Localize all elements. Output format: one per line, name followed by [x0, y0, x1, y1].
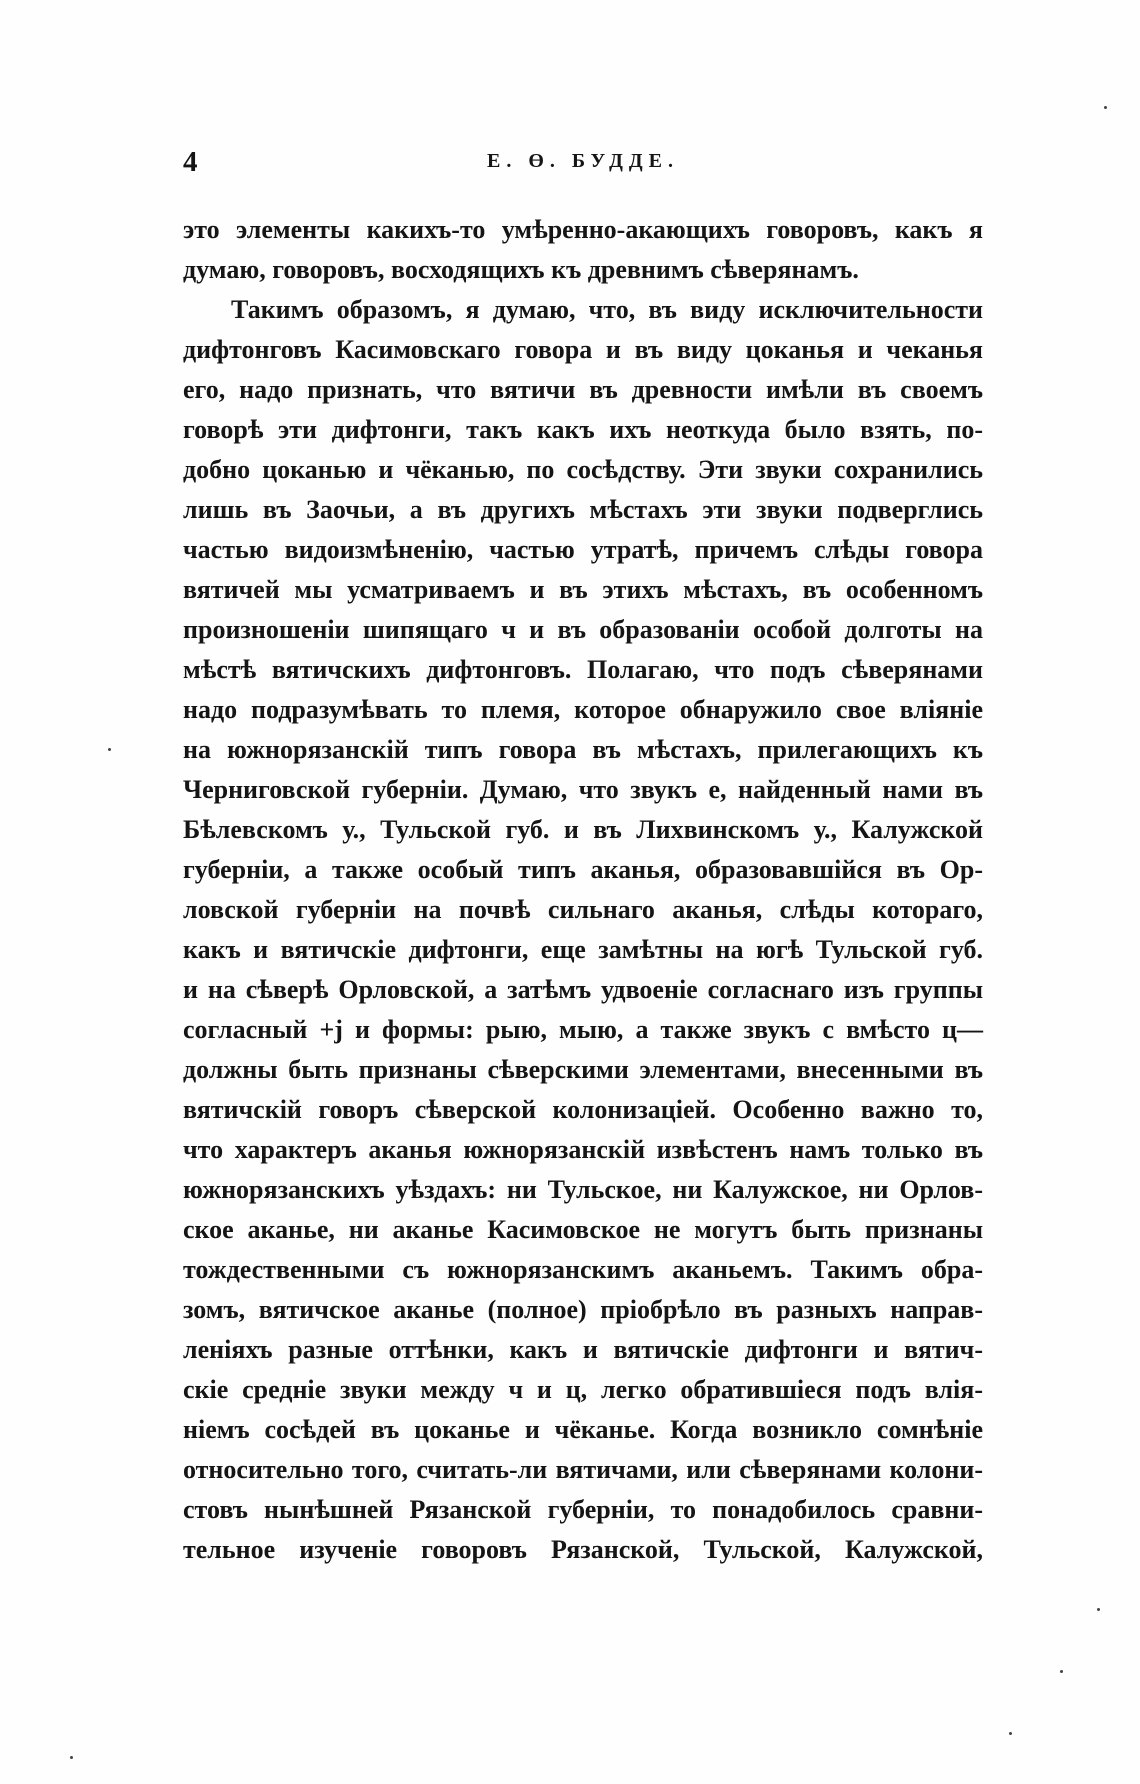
text-line: дифтонговъ Касимовскаго говора и въ виду цоканья и чеканья — [183, 335, 983, 364]
text-line: Бѣлевскомъ у., Тульской губ. и въ Лихвинскомъ у., Калужской — [183, 815, 983, 844]
scan-speck — [1097, 1608, 1100, 1611]
text-line: что характеръ аканья южнорязанскій извѣстенъ намъ только въ — [183, 1135, 983, 1164]
text-line: произношеніи шипящаго ч и въ образованіи особой долготы на — [183, 615, 983, 644]
text-line: вятичей мы усматриваемъ и въ этихъ мѣстахъ, въ особенномъ — [183, 575, 983, 604]
text-line: тождественными съ южнорязанскимъ аканьемъ. Такимъ обра- — [183, 1255, 983, 1284]
text-line: вятичскій говоръ сѣверской колонизаціей. Особенно важно то, — [183, 1095, 983, 1124]
page-number: 4 — [183, 146, 198, 178]
text-line: мѣстѣ вятичскихъ дифтонговъ. Полагаю, что подъ сѣверянами — [183, 655, 983, 684]
text-line: должны быть признаны сѣверскими элементами, внесенными въ — [183, 1055, 983, 1084]
scan-speck — [108, 748, 111, 751]
text-line: южнорязанскихъ уѣздахъ: ни Тульское, ни Калужское, ни Орлов- — [183, 1175, 983, 1204]
text-line: надо подразумѣвать то племя, которое обнаружило свое вліяніе — [183, 695, 983, 724]
text-line: думаю, говоровъ, восходящихъ къ древнимъ сѣверянамъ. — [183, 255, 859, 284]
scan-speck — [1060, 1670, 1063, 1673]
text-line: говорѣ эти дифтонги, такъ какъ ихъ неоткуда было взять, по- — [183, 415, 983, 444]
text-line: ловской губерніи на почвѣ сильнаго аканья, слѣды котораго, — [183, 895, 983, 924]
text-line: губерніи, а также особый типъ аканья, образовавшійся въ Ор- — [183, 855, 983, 884]
text-line: какъ и вятичскіе дифтонги, еще замѣтны на югѣ Тульской губ. — [183, 935, 983, 964]
text-line: ское аканье, ни аканье Касимовское не могутъ быть признаны — [183, 1215, 983, 1244]
scan-speck — [70, 1756, 73, 1759]
text-line: Такимъ образомъ, я думаю, что, въ виду исключительности — [231, 295, 983, 324]
scan-speck — [1104, 106, 1107, 109]
text-line: его, надо признать, что вятичи въ древности имѣли въ своемъ — [183, 375, 983, 404]
text-line: лишь въ Заочьи, а въ другихъ мѣстахъ эти звуки подверглись — [183, 495, 983, 524]
text-line: скіе средніе звуки между ч и ц, легко обратившіеся подъ влія- — [183, 1375, 983, 1404]
text-line: согласный +j и формы: рыю, мыю, а также звукъ с вмѣсто ц— — [183, 1015, 983, 1044]
text-line: тельное изученіе говоровъ Рязанской, Тульской, Калужской, — [183, 1535, 983, 1564]
text-line: зомъ, вятичское аканье (полное) пріобрѣло въ разныхъ направ- — [183, 1295, 983, 1324]
text-line: и на сѣверѣ Орловской, а затѣмъ удвоеніе согласнаго изъ группы — [183, 975, 983, 1004]
text-line: это элементы какихъ-то умѣренно-акающихъ говоровъ, какъ я — [183, 215, 983, 244]
text-line: леніяхъ разные оттѣнки, какъ и вятичскіе дифтонги и вятич- — [183, 1335, 983, 1364]
text-line: добно цоканью и чёканью, по сосѣдству. Эти звуки сохранились — [183, 455, 983, 484]
text-line: относительно того, считать-ли вятичами, или сѣверянами колони- — [183, 1455, 983, 1484]
scan-speck — [1009, 1732, 1012, 1735]
body-text — [183, 210, 983, 1570]
text-line: стовъ нынѣшней Рязанской губерніи, то понадобилось сравни- — [183, 1495, 983, 1524]
page-header — [183, 146, 983, 186]
running-head: Е. Ө. БУДДЕ. — [487, 150, 679, 172]
text-line: на южнорязанскій типъ говора въ мѣстахъ, прилегающихъ къ — [183, 735, 983, 764]
text-line: Черниговской губерніи. Думаю, что звукъ е, найденный нами въ — [183, 775, 983, 804]
text-line: частью видоизмѣненію, частью утратѣ, причемъ слѣды говора — [183, 535, 983, 564]
text-line: ніемъ сосѣдей въ цоканье и чёканье. Когда возникло сомнѣніе — [183, 1415, 983, 1444]
